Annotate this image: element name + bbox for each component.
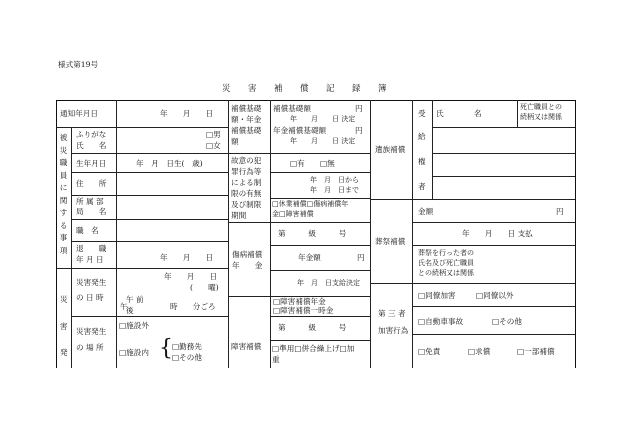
injury-annual-label: 年金額 (298, 253, 321, 262)
base-label-line2: 額・年金 (231, 115, 262, 124)
disability-label: 障害補償 (231, 342, 262, 351)
exempt-checkbox[interactable]: □免責 (418, 347, 441, 356)
pension-base-yen: 円 (355, 126, 363, 135)
dept-label-line1: 所 属 部 (76, 197, 104, 206)
third-party-label-line2: 加害行為 (378, 326, 409, 335)
pension-decided: 年 月 日 決定 (290, 137, 356, 145)
notice-date-value: 年 月 日 (160, 109, 214, 118)
partial-compensation-checkbox[interactable]: □一部補償 (517, 347, 555, 356)
birthdate-value: 年 月 日生( 歳) (136, 159, 203, 168)
crime-label-line5: 及び制限 (231, 200, 262, 209)
base-label-line4: 額 (231, 137, 239, 146)
name-label: 氏 名 (76, 141, 107, 150)
recipient-label-4: 者 (418, 182, 426, 191)
base-label-line1: 補償基礎 (231, 104, 262, 113)
work-place-checkbox[interactable]: □勤務先 (172, 342, 202, 351)
disability-adjust-line2: 重 (272, 355, 280, 364)
base-decided: 年 月 日 決定 (290, 115, 356, 123)
disability-grade: 第 級 号 (278, 323, 347, 332)
injury-annual-yen: 円 (357, 253, 365, 262)
title-char: 記 (326, 84, 335, 94)
injury-pension-label-line2: 年 金 (232, 261, 263, 270)
car-accident-checkbox[interactable]: □自動車事故 (418, 317, 464, 326)
crime-no-checkbox[interactable]: □無 (320, 159, 335, 168)
not-same-occupation-checkbox[interactable]: □同僚以外 (476, 291, 514, 300)
disability-pension-checkbox[interactable]: □障害補償年金 (273, 297, 326, 306)
birthdate-label: 生年月日 (76, 159, 107, 168)
title-char: 害 (248, 84, 257, 94)
injury-grade: 第 級 号 (278, 229, 347, 238)
pension-base-label: 年金補償基礎額 (273, 126, 327, 135)
disaster-col-label-2: 害 (60, 322, 68, 331)
retire-label-line1: 退 職 (76, 244, 107, 253)
occur-date-value: 年 月 日 (164, 272, 218, 281)
victim-section-label: 被災職員に関する事項 (59, 133, 68, 255)
crime-yes-checkbox[interactable]: □有 (290, 159, 305, 168)
disability-adjust-line1[interactable]: □準用□併合繰上げ□加 (272, 344, 355, 353)
disability-lump-checkbox[interactable]: □障害補償一時金 (273, 306, 334, 315)
occur-time-label-line1: 災害発生 (76, 278, 107, 287)
female-checkbox[interactable]: □女 (206, 141, 221, 150)
crime-label-line2: 罪行為等 (231, 167, 262, 176)
male-checkbox[interactable]: □男 (206, 130, 221, 139)
dept-label-line2: 局 名 (76, 207, 107, 216)
crime-label-line3: による制 (231, 178, 262, 187)
claim-checkbox[interactable]: □求償 (468, 347, 491, 356)
funeral-person-line2: 氏名及び死亡職員 (418, 259, 474, 267)
occur-place-label-line2: の 場 所 (76, 343, 104, 352)
title-char: 簿 (378, 84, 387, 94)
third-party-label-line1: 第 三 者 (378, 309, 406, 318)
funeral-amount-yen: 円 (556, 207, 564, 216)
occur-weekday: ( 曜) (190, 283, 219, 292)
inside-facility-checkbox[interactable]: □施設内 (119, 348, 149, 357)
pm-label: 後 (126, 306, 134, 315)
crime-label-line1: 故意の犯 (231, 156, 262, 165)
occur-place-label-line1: 災害発生 (76, 327, 107, 336)
form-number: 様式第19号 (58, 60, 99, 69)
disaster-col-label-3: 発 (60, 348, 68, 357)
job-label: 職 名 (76, 226, 99, 235)
survivor-compensation-label: 遺族補償 (375, 145, 406, 154)
suspend-types-line2[interactable]: 金□障害補償 (272, 210, 314, 218)
recipient-label-1: 受 (418, 109, 426, 118)
relation-label-line2: 続柄又は関係 (520, 113, 562, 121)
am-pm-prefix: 午 (120, 302, 128, 311)
other-place-checkbox[interactable]: □その他 (172, 353, 202, 362)
funeral-person-line1: 葬祭を行った者の (418, 249, 474, 257)
address-label: 住 所 (76, 179, 107, 188)
base-amount-yen: 円 (355, 104, 363, 113)
recipient-name-label: 氏 名 (436, 109, 482, 118)
occur-time-value: 時 分ごろ (170, 302, 216, 311)
same-occupation-checkbox[interactable]: □同僚加害 (418, 291, 456, 300)
funeral-amount-label: 金額 (418, 207, 434, 216)
suspend-types-line1[interactable]: □休業補償□傷病補償年 (272, 200, 349, 208)
occur-time-label-line2: の 日 時 (76, 293, 104, 302)
outside-facility-checkbox[interactable]: □施設外 (119, 321, 149, 330)
crime-label-line4: 限の有無 (231, 189, 262, 198)
crime-period-from: 年 月 日から (310, 176, 359, 184)
title-char: 償 (300, 84, 309, 94)
injury-pay-decided: 年 月 日支給決定 (297, 279, 360, 287)
title-char: 補 (274, 84, 283, 94)
brace-icon: { (159, 336, 173, 361)
base-label-line3: 補償基礎 (231, 126, 262, 135)
recipient-label-2: 給 (418, 132, 426, 141)
base-amount-label: 補償基礎額 (273, 104, 311, 113)
funeral-compensation-label: 葬祭補償 (375, 237, 406, 246)
title-char: 録 (352, 84, 361, 94)
am-label: 午 前 (126, 295, 144, 304)
retire-label-line2: 年 月 日 (76, 255, 104, 264)
notice-date-label: 通知年月日 (60, 109, 98, 118)
crime-period-until: 年 月 日まで (310, 186, 359, 194)
funeral-paid-date: 年 月 日 支払 (462, 229, 533, 238)
retire-date-value: 年 月 日 (160, 253, 214, 262)
funeral-person-line3: との続柄又は関係 (418, 269, 474, 277)
relation-label-line1: 死亡職員との (520, 103, 562, 111)
recipient-label-3: 権 (418, 157, 426, 166)
disaster-col-label-1: 災 (60, 295, 68, 304)
crime-label-line6: 期間 (231, 211, 247, 220)
title-char: 災 (222, 84, 231, 94)
other-third-party-checkbox[interactable]: □その他 (492, 317, 522, 326)
injury-pension-label-line1: 傷病補償 (232, 250, 263, 259)
furigana-label: ふりがな (76, 130, 107, 139)
